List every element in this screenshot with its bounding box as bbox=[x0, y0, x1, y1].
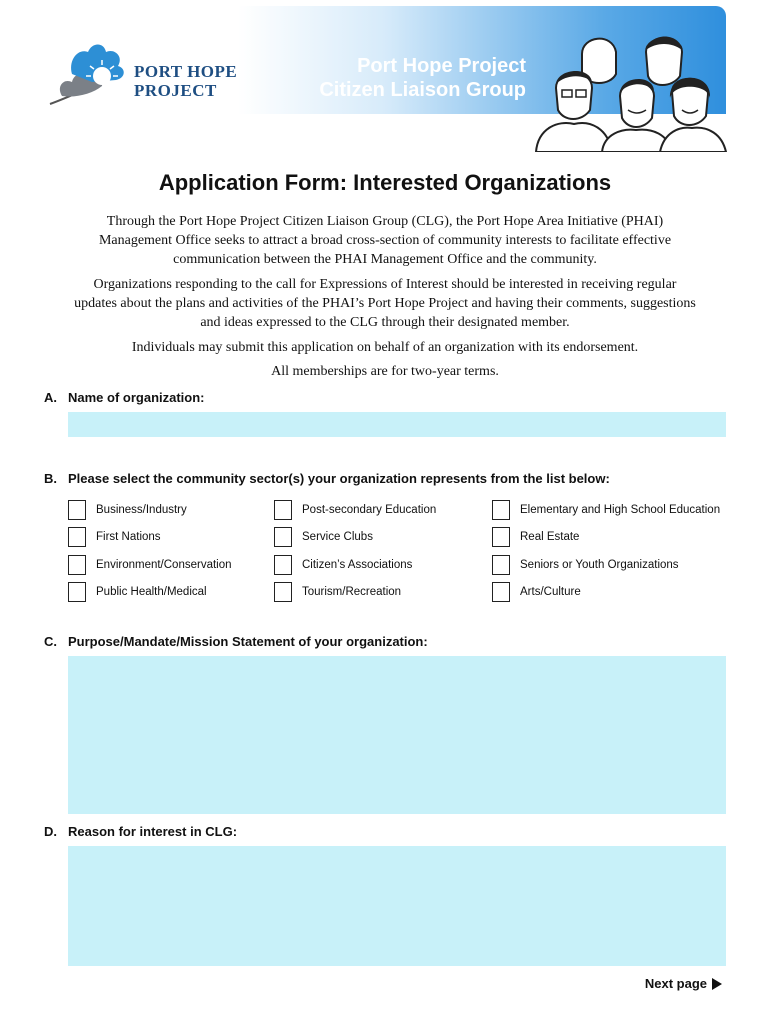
sector-label: Real Estate bbox=[520, 531, 580, 543]
checkbox[interactable] bbox=[274, 555, 292, 575]
checkbox[interactable] bbox=[68, 555, 86, 575]
sector-option[interactable] bbox=[68, 500, 187, 520]
oak-leaf-sun-icon bbox=[42, 38, 138, 110]
banner-title-line-2: Citizen Liaison Group bbox=[319, 79, 526, 101]
section-d-label bbox=[44, 824, 237, 839]
sector-label: Post-secondary Education bbox=[302, 504, 437, 516]
sector-label: Elementary and High School Education bbox=[520, 504, 721, 516]
sector-label: First Nations bbox=[96, 531, 161, 543]
sector-option[interactable] bbox=[274, 555, 412, 575]
sector-label: Citizen’s Associations bbox=[302, 559, 413, 571]
logo-line-2: PROJECT bbox=[134, 81, 217, 100]
sector-label: Seniors or Youth Organizations bbox=[520, 559, 679, 571]
sector-option[interactable] bbox=[492, 500, 720, 520]
banner-title-line-1: Port Hope Project bbox=[357, 55, 526, 77]
checkbox[interactable] bbox=[68, 582, 86, 602]
checkbox[interactable] bbox=[492, 527, 510, 547]
next-page-label: Next page bbox=[644, 976, 707, 991]
intro-paragraph-1: Through the Port Hope Project Citizen Liaison Group (CLG), the Port Hope Area Initiative (PHAI) Management Office seeks to attract a broad cross-section of community interests to facilitate effective communication between the PHAI Management Office and the community. bbox=[98, 214, 672, 267]
section-c-label bbox=[44, 634, 428, 649]
section-d-letter: D. bbox=[44, 824, 57, 839]
mission-statement-field[interactable] bbox=[68, 656, 726, 814]
sector-option[interactable] bbox=[492, 582, 581, 602]
intro-paragraph-2: Organizations responding to the call for Expressions of Interest should be interested in receiving regular updates about the plans and activities of the PHAI’s Port Hope Project and having their comments, suggestions and ideas expressed to the CLG through their designated member. bbox=[74, 277, 696, 330]
sector-label: Public Health/Medical bbox=[96, 586, 207, 598]
sector-option[interactable] bbox=[68, 527, 161, 547]
people-group-illustration bbox=[532, 24, 732, 152]
checkbox[interactable] bbox=[492, 555, 510, 575]
section-a-letter: A. bbox=[44, 390, 57, 405]
section-b-text: Please select the community sector(s) your organization represents from the list below: bbox=[68, 471, 610, 486]
section-a-label bbox=[44, 390, 205, 405]
sector-label: Arts/Culture bbox=[520, 586, 581, 598]
sector-label: Business/Industry bbox=[96, 504, 187, 516]
section-b-label bbox=[44, 471, 610, 486]
section-a-text: Name of organization: bbox=[68, 390, 205, 405]
sector-label: Environment/Conservation bbox=[96, 559, 232, 571]
logo-text bbox=[134, 62, 237, 100]
checkbox[interactable] bbox=[68, 500, 86, 520]
header bbox=[0, 0, 770, 150]
form-title: Application Form: Interested Organizations bbox=[158, 170, 612, 195]
organization-name-field[interactable] bbox=[68, 412, 726, 437]
logo-line-1: PORT HOPE bbox=[134, 62, 238, 81]
intro-paragraph-3: Individuals may submit this application on behalf of an organization with its endorsement. bbox=[131, 340, 639, 355]
interest-reason-field[interactable] bbox=[68, 846, 726, 966]
next-page-link[interactable] bbox=[645, 976, 722, 991]
section-d-text: Reason for interest in CLG: bbox=[68, 824, 238, 839]
banner-title bbox=[300, 54, 526, 102]
section-b-letter: B. bbox=[44, 471, 57, 486]
checkbox[interactable] bbox=[274, 500, 292, 520]
sector-option[interactable] bbox=[492, 527, 579, 547]
checkbox[interactable] bbox=[492, 500, 510, 520]
section-c-text: Purpose/Mandate/Mission Statement of your organization: bbox=[68, 634, 428, 649]
sector-option[interactable] bbox=[68, 555, 232, 575]
sector-label: Service Clubs bbox=[302, 531, 373, 543]
sector-option[interactable] bbox=[274, 527, 373, 547]
sector-label: Tourism/Recreation bbox=[302, 586, 402, 598]
checkbox[interactable] bbox=[68, 527, 86, 547]
sector-option[interactable] bbox=[68, 582, 207, 602]
checkbox[interactable] bbox=[492, 582, 510, 602]
checkbox[interactable] bbox=[274, 582, 292, 602]
intro-paragraph-4: All memberships are for two-year terms. bbox=[271, 364, 499, 379]
checkbox[interactable] bbox=[274, 527, 292, 547]
section-c-letter: C. bbox=[44, 634, 57, 649]
sector-option[interactable] bbox=[274, 582, 401, 602]
triangle-right-icon bbox=[712, 978, 722, 990]
sector-option[interactable] bbox=[492, 555, 679, 575]
sector-option[interactable] bbox=[274, 500, 436, 520]
